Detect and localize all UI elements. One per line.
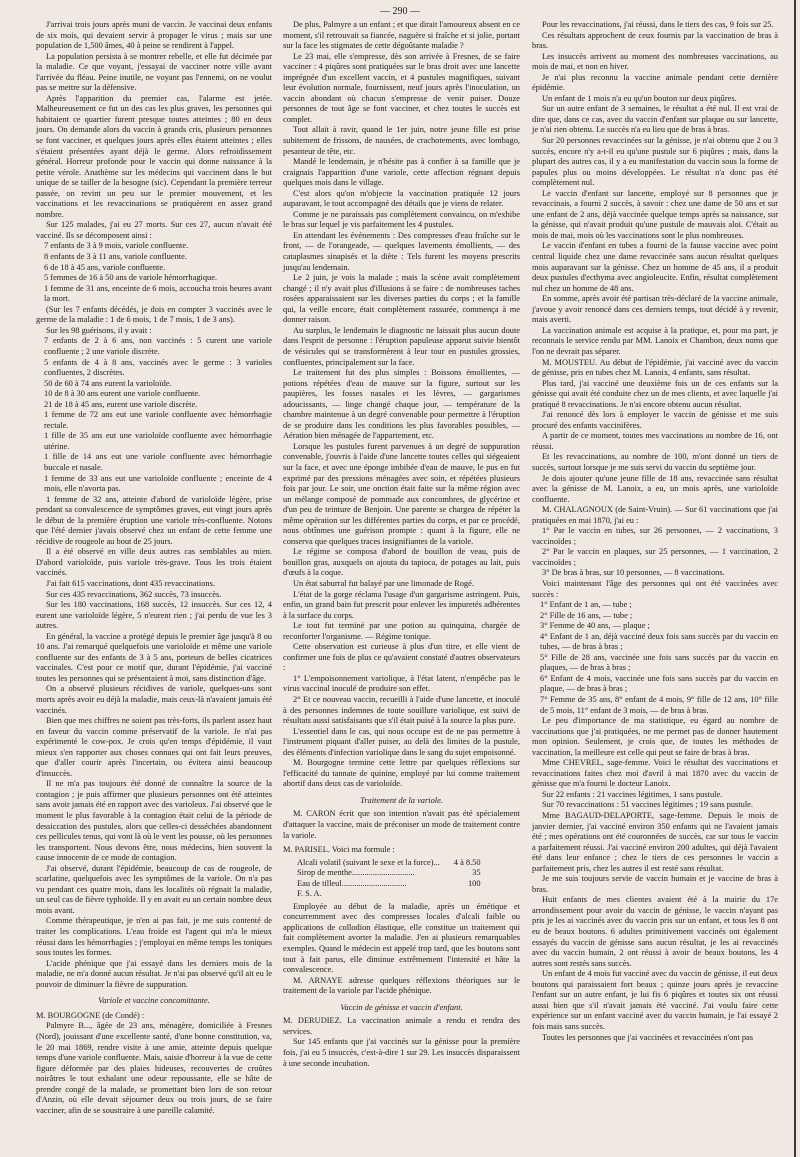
paragraph: 1 femme de 72 ans eut une variole confluente avec hémorrhagie rectale.	[44, 410, 272, 430]
paragraph: Sur 22 enfants : 21 vaccines légitimes, 1 sans pustule.	[542, 789, 723, 799]
column-left	[36, 20, 272, 1116]
author-line-parisel: M. PARISEL. Voici ma formule :	[283, 845, 395, 855]
paragraph: 21 de 18 à 45 ans, eurent une variole discrète.	[44, 399, 198, 409]
paragraph: Un enfant de 1 mois n'a eu qu'un bouton sur deux piqûres.	[542, 93, 737, 103]
paragraph: Comme thérapeutique, je n'en ai pas fait, je me suis contenté de traiter les complications. L'eau froide est l'agent qui m'a le mieux réussi dans les hémorrhagies ; j'employai en même temps les toniques sous toutes les formes.	[36, 916, 272, 958]
paragraph: Le vaccin d'enfant sur lancette, employé sur 8 personnes que je revaccinais, a fourni 2 succès, à savoir : chez une dame de 50 ans et sur une enfant de 2 ans, déjà vaccinée quelque temps après sa naissance, sur la génisse, qui n'avait produit qu'une pustule de mauvais aloi. C'était au mois de mai, mois où les vaccinations sont le plus nombreuses.	[532, 188, 778, 240]
paragraph: Il a été observé en ville deux autres cas semblables au mien. D'abord varioloïde, puis variole très-grave. Tous les trois étaient vaccinés.	[36, 547, 272, 578]
paragraph: Palmyre B..., âgée de 23 ans, ménagère, domiciliée à Fresnes (Nord), jouissant d'une excellente santé, d'une bonne constitution, va, le 20 mai 1869, rendre visite à une amie, atteinte depuis quelque temps d'une variole confluente. Mais, saisie d'horreur à la vue de cette figure déformée par des plaies hideuses, recouvertes de croûtes noirâtres le tout exhalant une odeur repoussante, elle se hâte de prendre congé de la malade, se promettant bien lors de son retour d'Anzin, où elle devait séjourner deux ou trois jours, de se faire vacciner, afin de se soustraire à une pareille calamité.	[36, 1021, 272, 1115]
paragraph: 6 de 18 à 45 ans, variole confluente.	[44, 262, 166, 272]
paragraph: Le tout fut terminé par une potion au quinquina, chargée de reconforter l'organisme. — Régime tonique.	[283, 621, 520, 641]
paragraph: Plus tard, j'ai vacciné une deuxième fois un de ces enfants sur la génisse qui avait été conduite chez un de mes clients, et avec laquelle j'ai pratiqué 8 revaccinations. Je n'ai encore obtenu aucun résultat.	[532, 378, 778, 409]
formula-row	[297, 868, 485, 879]
paragraph: Huit enfants de mes clientes avaient été à la mairie du 17e arrondissement pour avoir du vaccin de génisse, le vaccin n'ayant pas pris je les ai vaccinés avec du vaccin pris sur un enfant, et tous les 8 ont eu de beaux boutons. 6 adultes primitivement vaccinés ont également essayés du vaccin de génisse sans aucun résultat, je les ai revaccinés avec du vaccin humain, 2 ont réussi à avoir de beaux boutons, les 4 autres sont restés sans succès.	[532, 895, 778, 968]
formula-row	[297, 879, 485, 890]
paragraph: 2° Par le vaccin en plaques, sur 25 personnes, — 1 vaccination, 2 vaccinoïdes ;	[532, 547, 778, 567]
paragraph: Un état saburral fut balayé par une limonade de Rogé.	[293, 578, 474, 588]
paragraph: On a observé plusieurs récidives de variole, quelques-uns sont morts après avoir eu déjà la maladie, mais ceux-là n'avaient jamais été vaccinés.	[36, 684, 272, 715]
paragraph: Les insuccès arrivent au moment des nombreuses vaccinations, au mois de mai, et non en hiver.	[532, 51, 778, 72]
paragraph: 4° Enfant de 1 an, déjà vacciné deux fois sans succès par du vaccin en tubes, — de bras à bras ;	[540, 631, 778, 652]
paragraph: 5 enfants de 4 à 8 ans, vaccinés avec le germe : 3 varioles confluentes, 2 discrètes.	[44, 357, 272, 378]
paragraph: J'arrivai trois jours après muni de vaccin. Je vaccinai deux enfants de six mois, qui devaient servir à propager le virus ; mais sur une population de 1,500 âmes, 40 à peine se rendirent à l'appel.	[36, 20, 272, 51]
paragraph: Tout allait à ravir, quand le 1er juin, notre jeune fille est prise subitement de frissons, de nausées, de crachotements, avec lombago, pesanteur de tête, etc.	[283, 125, 520, 156]
column-middle	[283, 20, 520, 1069]
col1-paragraphs	[36, 20, 272, 990]
paragraph: 5° Fille de 28 ans, vaccinée une fois sans succès par du vaccin en plaques, — de bras à bras ;	[540, 652, 778, 673]
paragraph: Pour les revaccinations, j'ai réussi, dans le tiers des cas, 9 fois sur 25.	[542, 20, 774, 29]
paragraph: Voici maintenant l'âge des personnes qui ont été vaccinées avec succès :	[532, 578, 778, 599]
paragraph: Il ne m'a pas toujours été donné de connaître la source de la contagion ; je puis affirmer que plusieurs personnes ont été atteintes sans avoir jamais été en rapport avec des varioleux. J'ai observé que le moment le plus favorable à la contagion était celui de la période de dessiccation des pustules, alors que celles-ci desséchées abandonnent ces pellicules tenus, qui vont là où le vent les pousse, où les personnes les transportent. Nous devons être, nous médecins, bien souvent la cause innocente de ce mode de contagion.	[36, 779, 272, 863]
paragraph: Au surplus, le lendemain le diagnostic ne laissait plus aucun doute dans l'esprit de personne : l'éruption papuleuse apparut suivie bientôt de vésicules qui se transformèrent à leur tour en pustules grossies, confluentes, principalement sur la face.	[283, 325, 520, 367]
formula-quantity: 100	[467, 878, 481, 888]
paragraph: 6° Enfant de 4 mois, vaccinée une fois sans succès par du vaccin en plaque, — de bras à bras ;	[540, 673, 778, 694]
paragraph: 7° Femme de 35 ans, 8° enfant de 4 mois, 9° fille de 12 ans, 10° fille de 5 mois, 11° enfant de 3 mois, — de bras à bras.	[540, 695, 778, 715]
paragraph: 7 enfants de 2 à 6 ans, non vaccinés : 5 curent une variole confluente ; 2 une variole discrète.	[44, 336, 272, 356]
formula-row	[297, 889, 485, 900]
paragraph: 1 femme de 32 ans, atteinte d'abord de varioloïde légère, prise pendant sa convalescence de symptômes graves, eut vingt jours après le début de la première éruption une variole très-confluente. Notons que l'été dernier j'avais observé chez un enfant de cette femme une récidive de rougeole au bout de 25 jours.	[36, 494, 272, 546]
page-edge-rule	[794, 0, 796, 1157]
paragraph: La vaccination animale est acquise à la pratique, et, pour ma part, je reconnais le service rendu par MM. Lanoix et Chambon, deux noms que l'on ne devrait pas séparer.	[532, 325, 778, 356]
formula-table	[297, 858, 485, 900]
paragraph: Bien que mes chiffres ne soient pas très-forts, ils parlent assez haut en faveur du vaccin comme préservatif de la variole. Je n'ai pas expérimenté le cow-pox. Je crois qu'en temps d'épidémie, il vaut mieux s'en rapporter aux choses connues qui ont fait leurs preuves, que d'aller courir après l'incertain, ou évitera ainsi beaucoup d'insuccès.	[36, 716, 272, 778]
paragraph: 1 fille de 14 ans eut une variole confluente avec hémorrhagie buccale et nasale.	[44, 452, 272, 472]
paragraph: En somme, après avoir été partisan très-déclaré de la vaccine animale, j'avoue y avoir renoncé dans ces derniers temps, tout décidé à y revenir, mais averti.	[532, 294, 778, 325]
paragraph: M. MOUSTEU. Au début de l'épidémie, j'ai vacciné avec du vaccin de génisse, pris en tubes chez M. Lanoix, 4 enfants, sans résultat.	[532, 357, 778, 378]
col2c-paragraphs	[283, 902, 520, 997]
paragraph: 3° Femme de 40 ans, — plaque ;	[540, 621, 650, 631]
col2d-paragraphs	[283, 1016, 520, 1069]
paragraph: Et les revaccinations, au nombre de 100, m'ont donné un tiers de succès, surtout lorsque je me suis servi du vaccin du septième jour.	[532, 452, 778, 472]
col2-paragraphs	[283, 20, 520, 790]
paragraph: L'état de la gorge réclama l'usage d'un gargarisme astringent. Puis, enfin, un grand bain fut prescrit pour enlever les impuretés adhérentes à la surface du corps.	[283, 589, 520, 620]
paragraph: 10 de 8 à 30 ans eurent une variole confluente.	[44, 389, 201, 399]
paragraph: J'ai observé, durant l'épidémie, beaucoup de cas de rougeole, de scarlatine, quelquefois avec les symptômes de la variole. On n'a pas vu pendant ces quatre mois, dans les localités où régnait la maladie, un seul cas de fièvre typhoïde. Il y en avait eu un certain nombre deux mois avant.	[36, 863, 272, 915]
paragraph: La population persista à se montrer rebelle, et elle fut décimée par la maladie. Ce que voyant, j'essayai de vacciner notre ville avant l'arrivée du fléau. Peine inutile, ne voyant pas l'ennemi, on ne voulut pas se mettre sur la défensive.	[36, 51, 272, 93]
paragraph: Ces résultats approchent de ceux fournis par la vaccination de bras à bras.	[532, 30, 778, 51]
paragraph: Je dois ajouter qu'une jeune fille de 18 ans, revaccinée sans résultat avec la génisse de M. Lanoix, a eu, un mois après, une varioloïde confluente.	[532, 473, 778, 504]
paragraph: 7 enfants de 3 à 9 mois, variole confluente.	[44, 241, 189, 251]
paragraph: 1° Enfant de 1 an, — tube ;	[540, 600, 632, 610]
formula-ingredient: Sirop de menthe..............................	[297, 868, 415, 878]
paragraph: M. DERUDIEZ. La vaccination animale a rendu et rendra des services.	[283, 1016, 520, 1036]
paragraph: 2° Fille de 16 ans, — tube ;	[540, 610, 633, 620]
paragraph: Après l'apparition du premier cas, l'alarme est jetée. Malheureusement ce fut un des cas les plus graves, les personnes qui habitaient ce quartier furent presque toutes atteintes ; 80 en deux jours. On demande alors du vaccin à grands cris, plusieurs personnes se font vacciner, et quelques jours après elles étaient atteintes ; elles s'étaient présentées ayant déjà le germe. Alors refroidissement général. Horreur profonde pour le vaccin qui donne naissance à la petite vérole. Anathème sur les médecins qui vaccinent dans le but unique de se tailler de la besogne (sic). Cependant la première terreur passée, on revint un peu sur le premier mouvement, et les vaccinations et les revaccinations se pratiquèrent en assez grand nombre.	[36, 93, 272, 219]
paragraph: Je n'ai plus reconnu la vaccine animale pendant cette dernière épidémie.	[532, 72, 778, 93]
paragraph: L'acide phénique que j'ai essayé dans les derniers mois de la maladie, ne m'a donné aucun résultat. Je n'ai pas observé qu'il ait eu le pouvoir de diminuer la fièvre de suppuration.	[36, 958, 272, 989]
formula-ingredient: Eau de tilleul...............................	[297, 878, 407, 888]
paragraph: Toutes les personnes que j'ai vaccinées et revaccinées n'ont pas	[542, 1032, 754, 1042]
paragraph: Le régime se composa d'abord de bouillon de veau, puis de bouillon gras, auxquels on ajouta du tapioca, de potages au lait, puis d'œufs à la coque.	[283, 547, 520, 578]
paragraph: Cette observation est curieuse à plus d'un titre, et elle vient de confirmer une fois de plus ce qu'avaient constaté d'autres observateurs :	[283, 642, 520, 673]
paragraph: 1 femme de 31 ans, enceinte de 6 mois, accoucha trois heures avant la mort.	[44, 283, 272, 304]
formula-ingredient: F. S. A.	[297, 889, 322, 899]
paragraph: Le vaccin d'enfant en tubes a fourni de la fausse vaccine avec point central liquide chez une dame revaccinée sans aucun résultat quelques mois auparavant sur la génisse. Chez un homme de 45 ans, il a produit deux pustules d'ecthyma avec angioleucite. Enfin, résultat complètement nul chez un homme de 48 ans.	[532, 241, 778, 293]
caron-paragraph: M. CARON écrit que son intention n'avait pas été spécialement d'attaquer la vaccine, mais de préconiser un mode de traitement contre la variole.	[283, 809, 520, 840]
formula-row	[297, 858, 485, 869]
paragraph: 1° Par le vaccin en tubes, sur 26 personnes, — 2 vaccinations, 3 vaccinoïdes ;	[532, 526, 778, 546]
paragraph: Mme BAGAUD-DELAPORTE, sage-femme. Depuis le mois de janvier dernier, j'ai vacciné environ 350 enfants qui ne l'avaient jamais été ; mes opérations ont été couronnées de succès, car sur tous le vaccin a parfaitement réussi. J'ai vacciné environ 200 adultes, qui déjà l'avaient été dans leur enfance ; chez le tiers de ces personnes le vaccin a parfaitement pris, chez les autres il est resté sans résultat.	[532, 811, 778, 873]
paragraph: Mandé le lendemain, je n'hésite pas à confier à sa famille que je craignais l'apparition d'une variole, cette affection régnant depuis quelques mois dans le village.	[283, 157, 520, 188]
section-heading-variole-vaccine: Variole et vaccine concomittante.	[98, 996, 210, 1006]
paragraph: J'ai fait 615 vaccinations, dont 435 revaccinations.	[46, 578, 215, 588]
paragraph: 8 enfants de 3 à 11 ans, variole confluente.	[44, 252, 187, 262]
paragraph: M. CHALAGNOUX (de Saint-Vruin). — Sur 61 vaccinations que j'ai pratiquées en mai 1870, j'ai eu :	[532, 505, 778, 525]
paragraph: Sur 125 malades, j'ai eu 27 morts. Sur ces 27, aucun n'avait été vacciné. Ils se décomposent ainsi :	[36, 220, 272, 240]
paragraph: Lorsque les pustules furent parvenues à un degré de suppuration convenable, j'ouvris à l'aide d'une lancette toutes celles qui siégeaient sur la face, et avec une éponge imbibée d'eau de mauve, le pus en fut exprimé par des pressions ménagées avec soin, et répétées plusieurs fois par jour. Le soir, une onction était faite sur la même région avec un mélange composé de pommade aux concombres, de glycérine et d'un peu de teinture de Benjoin. Une parente se chargea de répéter la même opération sur les différentes parties du corps, et par ce procédé, nous obtînmes une guérison prompte : quant à la figure, elle ne conserva que quelques traces insignifiantes de la variole.	[283, 441, 520, 546]
paragraph: L'essentiel dans le cas, qui nous occupe est de ne pas permettre à l'instrument piquant d'aller puiser, au delà des limites de la pustule, des éléments d'infection variolique dans le sang du sujet empoisonné.	[283, 726, 520, 757]
formula-quantity	[444, 889, 485, 900]
paragraph: C'est alors qu'on m'objecte la vaccination pratiquée 12 jours auparavant, le tout accompagné des détails que je viens de relater.	[283, 188, 520, 209]
paragraph: Sur 70 revaccinations : 51 vaccines légitimes ; 19 sans pustule.	[542, 800, 753, 810]
paragraph: Sur ces 435 revaccinations, 362 succès, 73 insuccès.	[46, 589, 222, 599]
paragraph: M. Bourgogne termine cette lettre par quelques réflexions sur l'efficacité du tannate de quinine, employé par lui comme traitement abortif dans deux cas de varioloïde.	[283, 758, 520, 789]
paragraph: Sur un autre enfant de 3 semaines, le résultat a été nul. Il est vrai de dire que, dans ce cas, avec du vaccin d'enfant sur plaque ou sur lancette, je n'ai rien obtenu. Le succès n'a eu lieu que de bras à bras.	[532, 104, 778, 135]
formula-quantity: 4 à 8.50	[453, 857, 481, 867]
paragraph: J'ai renoncé dès lors à employer le vaccin de génisse et me suis procuré des enfants vaccinifères.	[532, 410, 778, 430]
paragraph: Sur 145 enfants que j'ai vaccinés sur la génisse pour la première fois, j'ai eu 5 insuccès, c'est-à-dire 1 sur 29. Les insuccès disparaissent à une seconde incubation.	[283, 1037, 520, 1068]
col3-paragraphs	[532, 20, 778, 1043]
paragraph: Comme je ne paraissais pas complètement convaincu, on m'exhibe le bras sur lequel je vis parfaitement les 4 pustules.	[283, 209, 520, 230]
paragraph: 50 de 60 à 74 ans eurent la varioloïde.	[44, 378, 172, 388]
paragraph: 1 femme de 33 ans eut une varioloïde confluente ; enceinte de 4 mois, elle n'avorta pas.	[44, 473, 272, 494]
paragraph: Je me suis toujours servie de vaccin humain et je vaccine de bras à bras.	[532, 874, 778, 894]
paragraph: Le 23 mai, elle s'empresse, dès son arrivée à Fresnes, de se faire vacciner : 4 piqûres sont pratiquées sur le bras droit avec une lancette imprégnée d'un excellent vaccin, et 4 pustules magnifiques, suivant leur évolution normale, fournissent, neuf jours après l'inoculation, un vaccin abondant où chacun s'empresse de venir puiser. Douze personnes de tout âge se font vacciner, et chez toutes le succès est complet.	[283, 51, 520, 124]
paragraph: Le peu d'importance de ma statistique, eu égard au nombre de vaccinations que j'ai pratiquées, ne me permet pas de donner hautement mon opinion. Seulement, je crois que, de toutes les méthodes de vaccination, la meilleure est celle qui peut se faire de bras à bras.	[532, 716, 778, 757]
formula-quantity: 35	[472, 868, 481, 878]
section-heading-vaccin-genisse: Vaccin de génisse et vaccin d'enfant.	[340, 1002, 463, 1012]
section-heading-traitement: Traitement de la variole.	[360, 795, 443, 805]
paragraph: A partir de ce moment, toutes mes vaccinations au nombre de 16, ont réussi.	[532, 431, 778, 451]
paragraph: Employée au début de la maladie, après un émétique et concurremment avec des compresses locales d'alcali faible ou applications de collodion élastique, elle constitue un traitement qui fait complètement avorter la maladie. J'en ai plusieurs remarquables exemples. Quand le médecin est appelé trop tard, que les boutons sont tout à fait parus, elle diminue extrêmement l'intensité et hâte la convalescence.	[283, 901, 520, 975]
paragraph: Sur les 98 guérisons, il y avait :	[46, 325, 152, 335]
formula-ingredient: Alcali volatil (suivant le sexe et la force)...	[297, 857, 440, 867]
paragraph: En général, la vaccine a protégé depuis le premier âge jusqu'à 8 ou 10 ans. J'ai remarqué quelquefois une varioloïde et même une variole confluente sur des enfants de 3 à 5 ans, porteurs de belles cicatrices vaccinales. C'est pour ce motif que, durant l'épidémie, j'ai vacciné toutes les personnes qui se présentaient à moi, sans distinction d'âge.	[36, 631, 272, 683]
paragraph: Le 2 juin, je vois la malade ; mais la scène avait complètement changé ; il n'y avait plus d'illusions à se faire : de nombreuses taches rosées apparaissaient sur les diverses parties du corps ; et la famille qui, la veille encore, était complètement rassurée, commença à me donner raison.	[283, 273, 520, 325]
paragraph: 3° De bras à bras, sur 10 personnes, — 8 vaccinations.	[542, 568, 725, 578]
col1b-paragraphs	[36, 1021, 272, 1116]
paragraph: En attendant les événements : Des compresses d'eau fraîche sur le front, — de l'orangeade, — quelques lavements émollients, — des cataplasmes sinapisés et la diète : Tels furent les moyens prescrits jusqu'au lendemain.	[283, 230, 520, 272]
paragraph: 1° L'empoisonnement variolique, à l'état latent, n'empêche pas le virus vaccinal inoculé de produire son effet.	[283, 673, 520, 694]
author-line-bourgogne: M. BOURGOGNE (de Condé) :	[36, 1010, 145, 1020]
paragraph: M. ARNAYE adresse quelques réflexions théoriques sur le traitement de la variole par l'acide phénique.	[283, 975, 520, 996]
paragraph: 2° Et ce nouveau vaccin, recueilli à l'aide d'une lancette, et inoculé à des personnes indemnes de toute souillure variolique, est suivi de résultats aussi satisfaisants que s'il était puisé à la source la plus pure.	[283, 695, 520, 726]
paragraph: 1 fille de 35 ans eut une varioloïde confluente avec hémorrhagie utérine.	[44, 431, 272, 451]
paragraph: De plus, Palmyre a un enfant ; et que dirait l'amoureux absent en ce moment, s'il retrouvait sa fiancée, naguère si fraîche et si jolie, portant sur la face les stigmates de cette dégoûtante maladie ?	[283, 20, 520, 51]
page-number: — 290 —	[380, 6, 420, 17]
paragraph: Sur les 180 vaccinations, 168 succès, 12 insuccès. Sur ces 12, 4 eurent une varioloïde légère, 5 n'eurent rien ; j'ai perdu de vue les 3 autres.	[36, 600, 272, 631]
paragraph: Sur 20 personnes revaccinées sur la génisse, je n'ai obtenu que 2 ou 3 succès, encore n'y a-t-il eu qu'une pustule sur 6 piqûres ; mais, dans la plupart des autres cas, il y a eu manifestation du vaccin sous la forme de papules plus ou moins développées. Le résultat n'a donc pas été complètement nul.	[532, 136, 778, 188]
column-right	[532, 20, 778, 1043]
paragraph: (Sur les 7 enfants décédés, je dois en compter 3 vaccinés avec le germe de la maladie : 1 de 6 mois, 1 de 7 mois, 1 de 3 ans).	[36, 304, 272, 325]
paragraph: 5 femmes de 16 à 50 ans de variole hémorrhagique.	[44, 273, 218, 283]
paragraph: Un enfant de 4 mois fut vacciné avec du vaccin de génisse, il eut deux boutons qui paraissaient fort beaux ; quinze jours après je revaccine l'enfant sur un autre enfant, je lui fis 6 piqûres et toutes six ont réussi aussi bien que s'il n'avait jamais été vacciné. J'ai voulu faire cette expérience sur un enfant vacciné avec du vaccin humain, je l'ai essayé 2 fois mais sans succès.	[532, 969, 778, 1031]
paragraph: Le traitement fut des plus simples : Boissons émollientes, — potions répétées d'eau de mauve sur la figure, surtout sur les paupières, les fosses nasales et les lèvres, — gargarismes adoucissants, — linge changé chaque jour, — température de la chambre maintenue à un degré convenable pour permettre à l'éruption de se produire dans les conditions les plus favorables possibles, — Aération bien ménagée de l'appartement, etc.	[283, 368, 520, 441]
paragraph: Mme CHEVREL, sage-femme. Voici le résultat des vaccinations et revaccinations faites chez moi d'avril à mai 1870 avec du vaccin de génisse que m'a fourni le docteur Lanoix.	[532, 758, 778, 789]
